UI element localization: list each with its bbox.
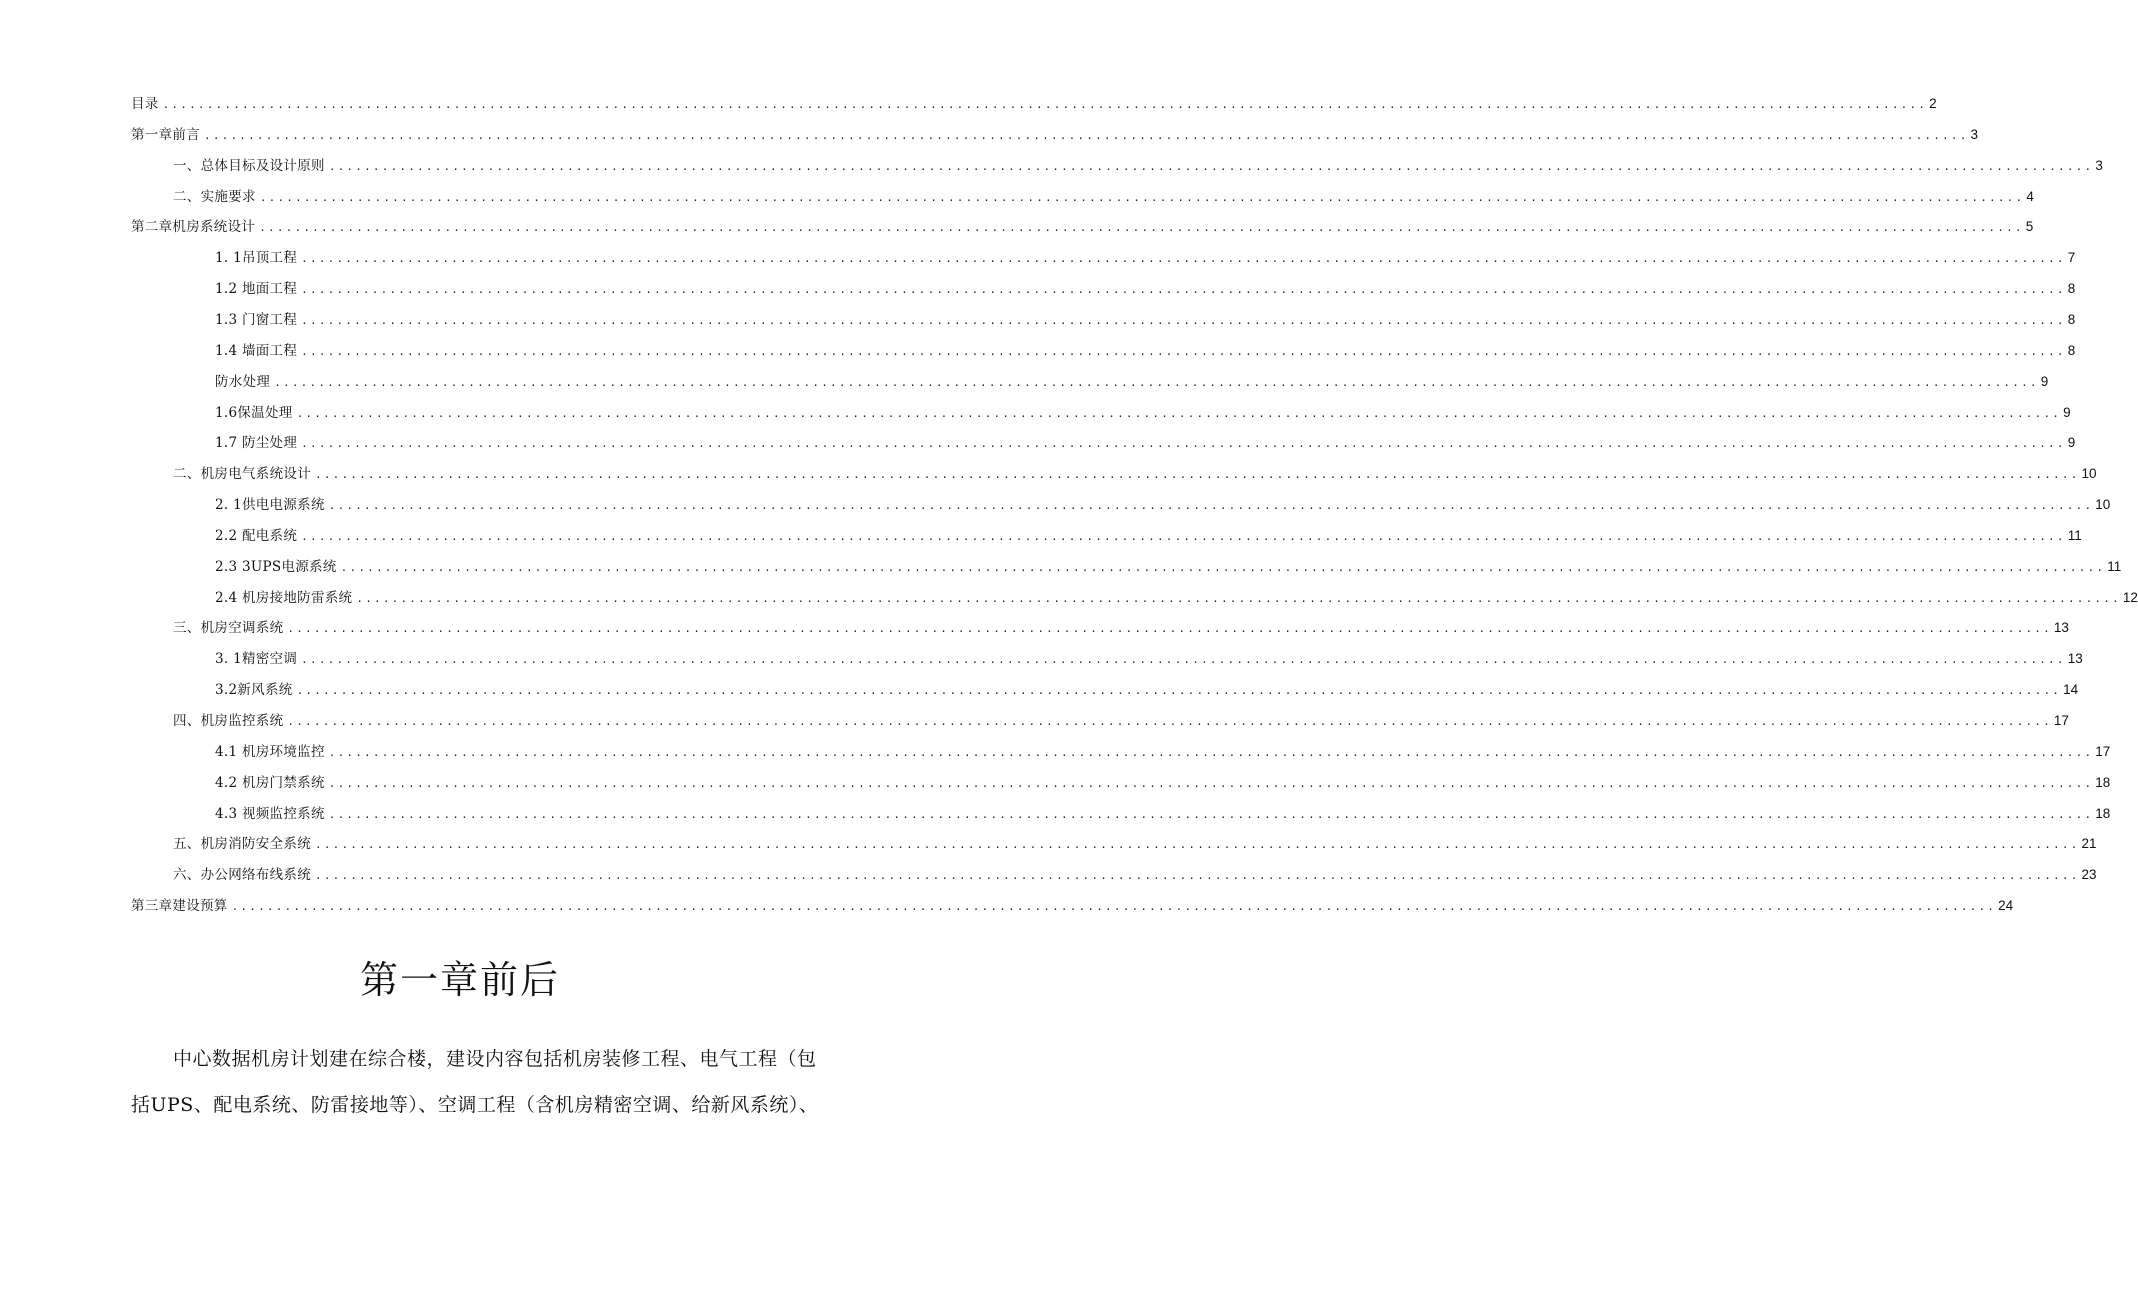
toc-entry[interactable]	[0, 366, 2049, 397]
toc-entry[interactable]	[0, 890, 2014, 921]
toc-leader-dots: ........................................................................................................................................................................................................	[162, 98, 1928, 111]
toc-page-number: 2	[1929, 96, 1937, 111]
toc-page-number: 8	[2067, 281, 2076, 297]
toc-page-number: 17	[2053, 713, 2069, 728]
toc-entry-title: 3. 1精密空调	[215, 651, 298, 668]
toc-entry[interactable]	[0, 643, 2083, 674]
toc-entry[interactable]	[0, 88, 1937, 119]
toc-entry-title: 2.2 配电系统	[215, 527, 298, 544]
toc-entry-title: 二、机房电气系统设计	[173, 466, 311, 483]
toc-entry-title: 1.3 门窗工程	[215, 311, 298, 328]
toc-entry[interactable]	[0, 674, 2079, 705]
toc-page-number: 18	[2095, 774, 2111, 790]
toc-leader-dots: ........................................................................................................................................................................................................	[231, 900, 1997, 914]
toc-entry[interactable]	[0, 798, 2111, 829]
toc-entry[interactable]	[0, 150, 2103, 181]
toc-page-number: 9	[2067, 435, 2076, 451]
toc-page-number: 23	[2081, 867, 2097, 883]
toc-leader-dots: ........................................................................................................................................................................................................	[287, 715, 2052, 728]
body-paragraph	[131, 1036, 843, 1128]
toc-page-number: 3	[1970, 126, 1979, 142]
toc-leader-dots: ........................................................................................................................................................................................................	[301, 313, 2066, 327]
toc-leader-dots: ........................................................................................................................................................................................................	[259, 190, 2025, 204]
toc-page-number: 11	[2067, 527, 2082, 543]
toc-page-number: 11	[2107, 558, 2122, 574]
toc-page-number: 12	[2122, 589, 2138, 605]
toc-page-number: 14	[2063, 682, 2079, 698]
toc-entry[interactable]	[0, 427, 2076, 458]
toc-entry[interactable]	[0, 705, 2069, 736]
toc-leader-dots: ........................................................................................................................................................................................................	[315, 869, 2080, 883]
toc-entry[interactable]	[0, 335, 2076, 366]
toc-leader-dots: ........................................................................................................................................................................................................	[287, 622, 2052, 636]
toc-page-number: 13	[2067, 651, 2083, 667]
toc-leader-dots: ........................................................................................................................................................................................................	[301, 653, 2066, 667]
toc-page-number: 10	[2095, 497, 2111, 513]
toc-entry[interactable]	[0, 551, 2122, 582]
toc-leader-dots: ........................................................................................................................................................................................................	[301, 437, 2066, 451]
toc-entry[interactable]	[0, 520, 2082, 551]
toc-page-number: 18	[2095, 805, 2111, 821]
toc-leader-dots: ........................................................................................................................................................................................................	[301, 344, 2066, 358]
toc-leader-dots: ........................................................................................................................................................................................................	[340, 560, 2106, 574]
toc-entry-title: 一、总体目标及设计原则	[173, 157, 325, 174]
toc-leader-dots: ........................................................................................................................................................................................................	[328, 776, 2094, 790]
toc-entry-title: 目录	[131, 96, 159, 112]
toc-entry[interactable]	[0, 304, 2076, 335]
toc-entry-title: 第二章机房系统设计	[131, 219, 256, 236]
toc-leader-dots: ........................................................................................................................................................................................................	[274, 375, 2039, 389]
toc-page-number: 10	[2081, 466, 2097, 482]
toc-entry-title: 4.3 视频监控系统	[215, 805, 325, 822]
toc-entry-title: 1.2 地面工程	[215, 281, 298, 298]
toc-entry-title: 1. 1吊顶工程	[215, 250, 298, 267]
toc-page-number: 4	[2026, 188, 2034, 204]
toc-leader-dots: ........................................................................................................................................................................................................	[259, 221, 2024, 235]
toc-entry[interactable]	[0, 211, 2034, 242]
toc-leader-dots: ........................................................................................................................................................................................................	[328, 499, 2094, 513]
toc-entry-title: 1.4 墙面工程	[215, 342, 298, 359]
toc-entry-title: 1.6保温处理	[215, 404, 293, 421]
toc-leader-dots: ........................................................................................................................................................................................................	[328, 745, 2094, 759]
toc-entry-title: 4.2 机房门禁系统	[215, 774, 325, 791]
toc-entry-title: 1.7 防尘处理	[215, 435, 298, 452]
toc-page-number: 9	[2063, 404, 2071, 420]
toc-entry-title: 四、机房监控系统	[173, 713, 284, 729]
toc-leader-dots: ........................................................................................................................................................................................................	[328, 807, 2094, 821]
toc-entry-title: 三、机房空调系统	[173, 620, 284, 637]
toc-leader-dots: ........................................................................................................................................................................................................	[296, 406, 2062, 420]
toc-leader-dots: ........................................................................................................................................................................................................	[315, 838, 2080, 852]
body-line-2: 括UPS、配电系统、防雷接地等）、空调工程（含机房精密空调、给新风系统）、	[131, 1094, 819, 1116]
toc-entry[interactable]	[0, 582, 2138, 613]
toc-page-number: 8	[2067, 311, 2076, 327]
toc-page-number: 17	[2095, 743, 2111, 759]
toc-entry-title: 二、实施要求	[173, 188, 256, 205]
toc-entry[interactable]	[0, 119, 1979, 150]
toc-leader-dots: ........................................................................................................................................................................................................	[301, 252, 2066, 266]
toc-page-number: 21	[2081, 836, 2097, 852]
toc-entry-title: 六、办公网络布线系统	[173, 867, 311, 884]
toc-entry[interactable]	[0, 612, 2069, 643]
toc-entry[interactable]	[0, 489, 2111, 520]
toc-entry-title: 2.3 3UPS电源系统	[215, 558, 337, 575]
toc-leader-dots: ........................................................................................................................................................................................................	[328, 159, 2094, 173]
toc-entry[interactable]	[0, 767, 2111, 798]
toc-leader-dots: ........................................................................................................................................................................................................	[296, 684, 2062, 698]
toc-leader-dots: ........................................................................................................................................................................................................	[301, 529, 2066, 543]
toc-entry-title: 2.4 机房接地防雷系统	[215, 589, 353, 606]
toc-entry[interactable]	[0, 458, 2097, 489]
toc-leader-dots: ........................................................................................................................................................................................................	[204, 128, 1969, 142]
toc-page-number: 5	[2025, 219, 2034, 235]
toc-entry-title: 2. 1供电电源系统	[215, 497, 325, 514]
toc-leader-dots: ........................................................................................................................................................................................................	[301, 283, 2066, 297]
toc-page-number: 3	[2095, 157, 2103, 173]
toc-entry[interactable]	[0, 859, 2097, 890]
toc-entry-title: 第三章建设预算	[131, 898, 228, 915]
toc-entry[interactable]	[0, 181, 2034, 212]
toc-entry[interactable]	[0, 736, 2111, 767]
toc-entry-title: 五、机房消防安全系统	[173, 836, 311, 853]
toc-entry-title: 3.2新风系统	[215, 682, 293, 699]
toc-entry-title: 4.1 机房环境监控	[215, 743, 325, 760]
toc-page-number: 24	[1998, 898, 2014, 914]
toc-entry-title: 第一章前言	[131, 126, 200, 143]
chapter-title: 第一章前后	[359, 958, 560, 1003]
body-line-1: 中心数据机房计划建在综合楼，建设内容包括机房装修工程、电气工程（包	[173, 1048, 817, 1070]
toc-entry[interactable]	[0, 273, 2076, 304]
toc-entry[interactable]	[0, 242, 2076, 273]
toc-entry-title: 防水处理	[215, 373, 271, 390]
toc-entry[interactable]	[0, 828, 2097, 859]
toc-leader-dots: ........................................................................................................................................................................................................	[315, 468, 2080, 482]
toc-page-number: 8	[2067, 342, 2076, 358]
toc-leader-dots: ........................................................................................................................................................................................................	[356, 591, 2121, 605]
toc-page-number: 7	[2067, 250, 2076, 266]
toc-page-number: 9	[2040, 373, 2049, 389]
toc-entry[interactable]	[0, 397, 2071, 428]
toc-page-number: 13	[2053, 620, 2069, 636]
